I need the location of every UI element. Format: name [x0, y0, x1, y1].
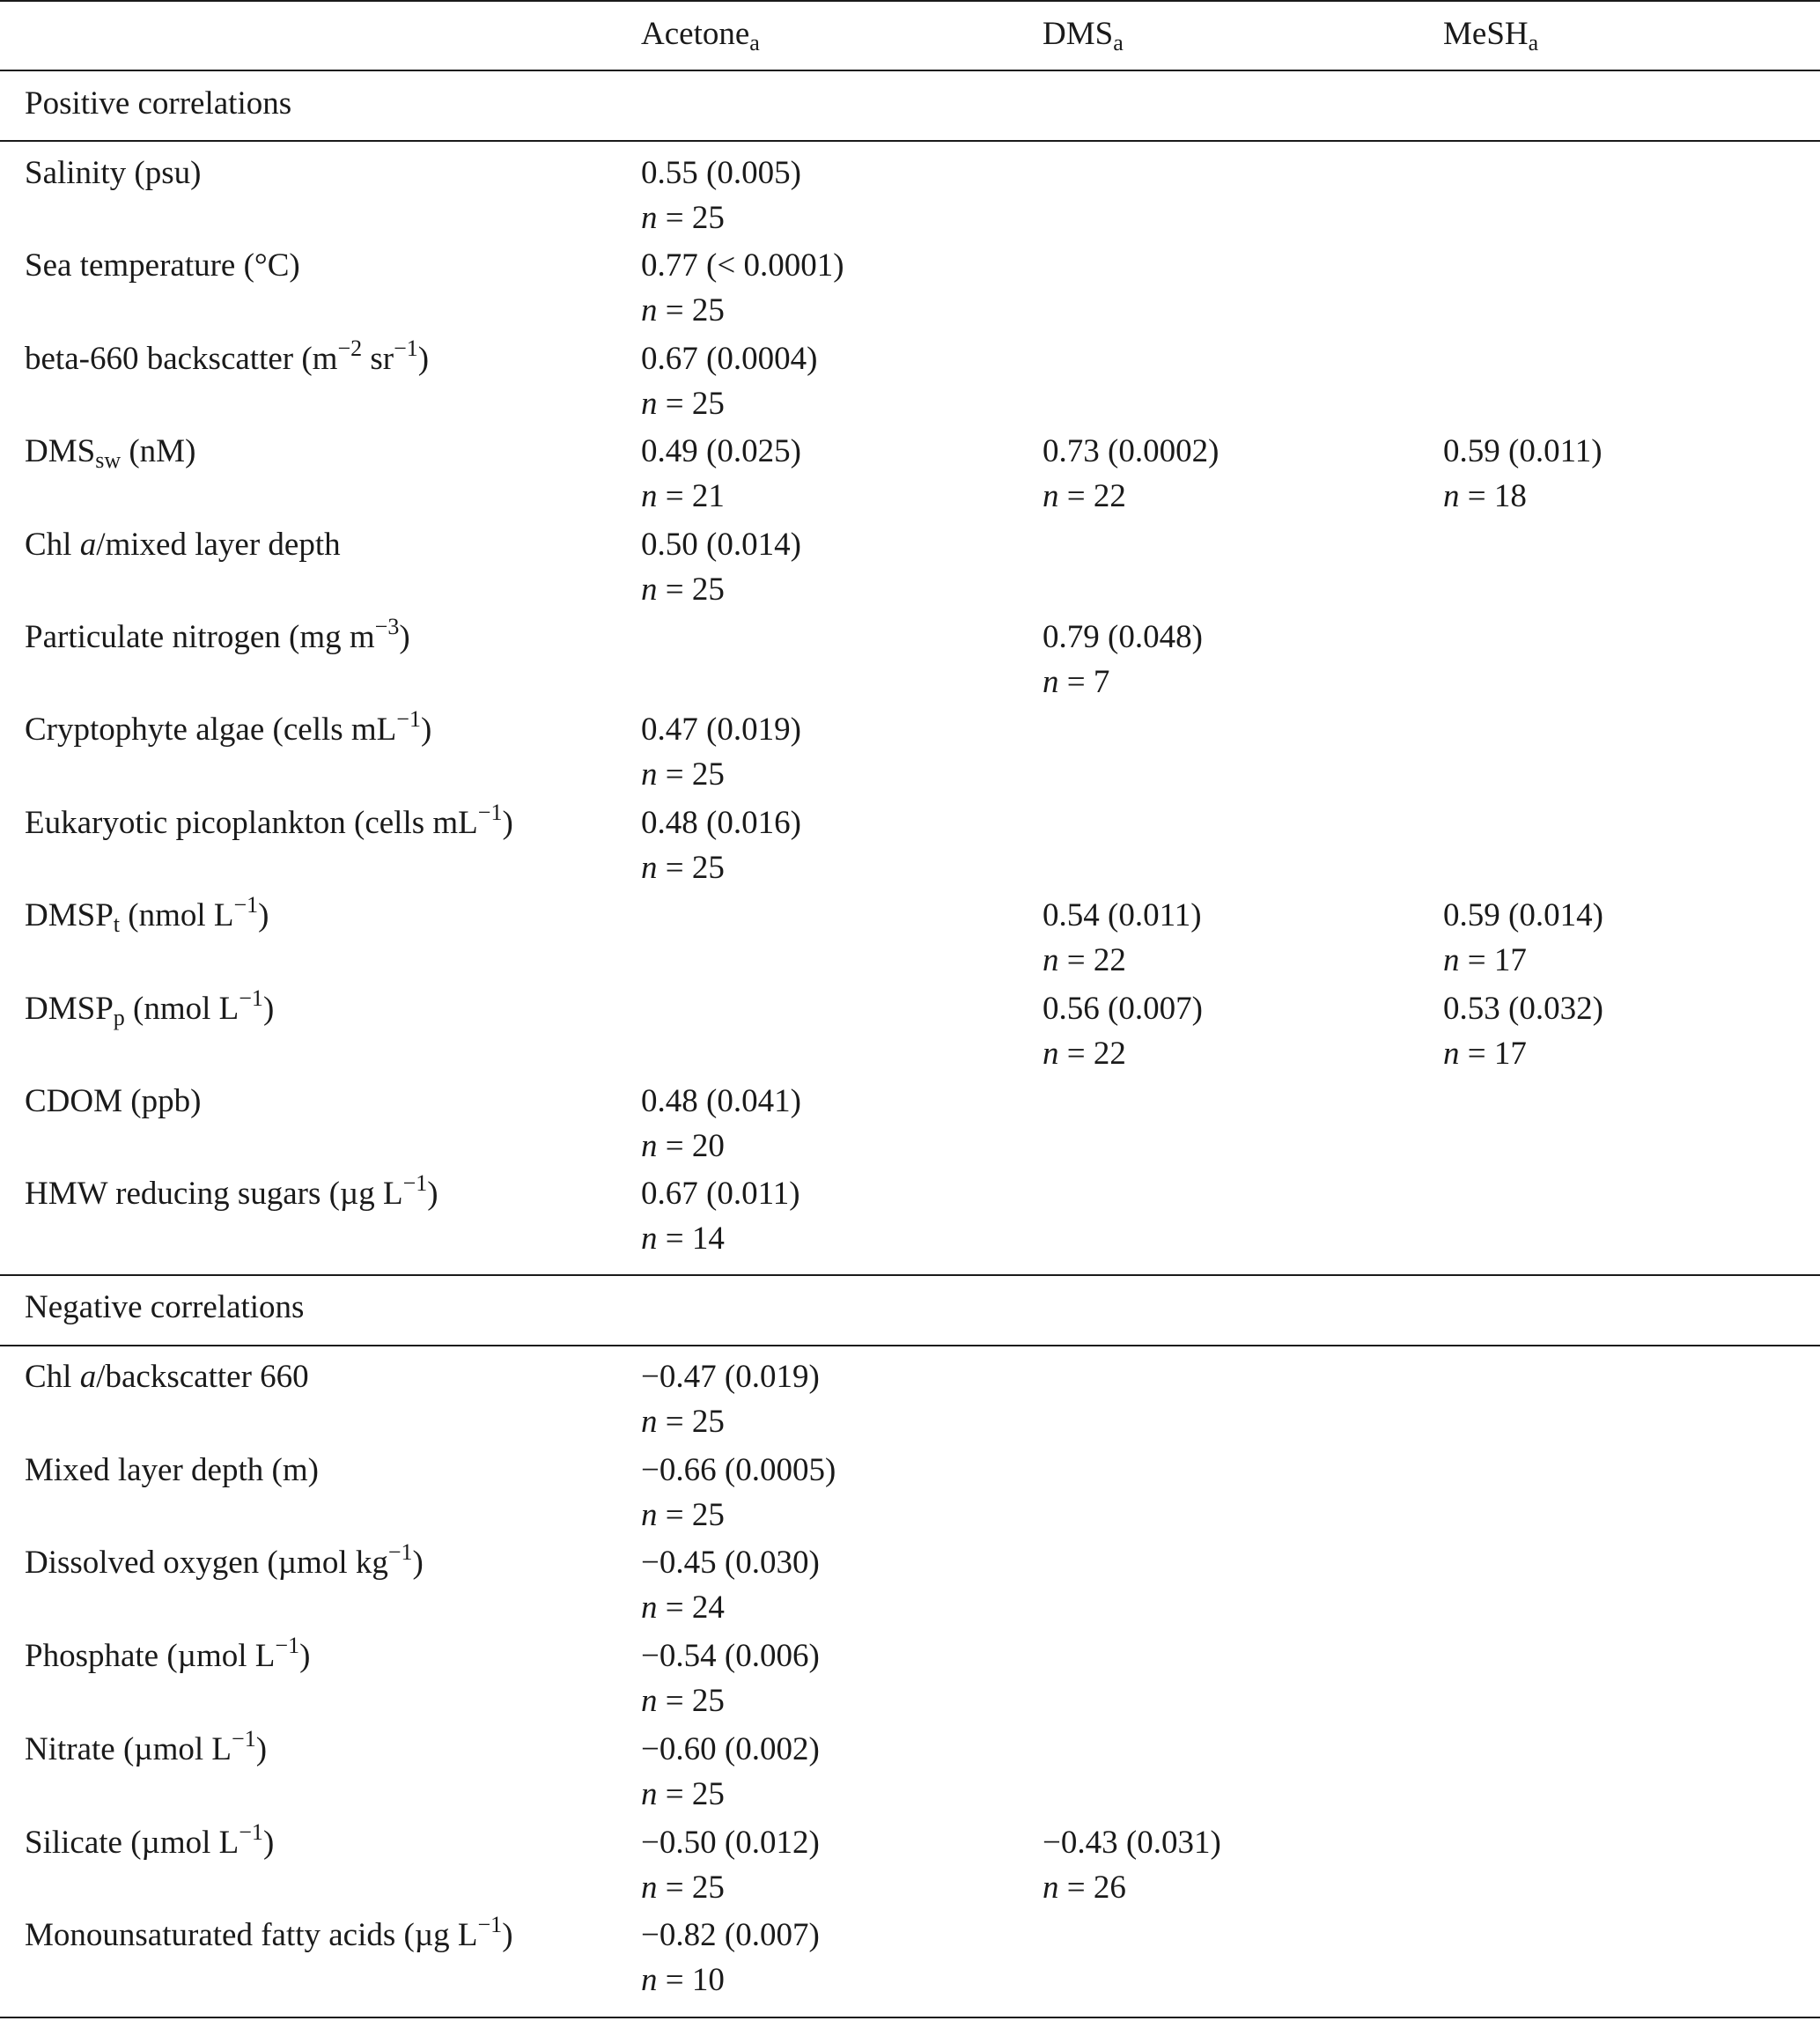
n-symbol: n	[641, 1775, 658, 1812]
variable-ital: a	[79, 526, 97, 563]
variable-pre: Chl	[25, 1359, 80, 1395]
n-equals: =	[657, 1775, 692, 1812]
variable-post: /backscatter 660	[96, 1359, 309, 1395]
variable-post: )	[502, 1917, 513, 1954]
variable-pre: Monounsaturated fatty acids (µg L	[25, 1917, 478, 1954]
n-value: 7	[1093, 664, 1110, 700]
variable-pre: Cryptophyte algae (cells mL	[25, 712, 397, 749]
n-equals: =	[657, 1869, 692, 1906]
sample-size-acetone	[641, 1127, 725, 1166]
negative-section-rule	[0, 1345, 1820, 1346]
n-value: 18	[1493, 478, 1527, 515]
row-variable-label	[25, 614, 410, 657]
row-variable-label	[25, 1633, 311, 1676]
variable-pre: Mixed layer depth (m)	[25, 1451, 319, 1488]
correlation-value-dms: 0.54 (0.011)	[1043, 897, 1202, 934]
sample-size-acetone	[641, 1775, 725, 1814]
n-equals: =	[657, 385, 692, 422]
n-equals: =	[657, 1590, 692, 1626]
n-equals: =	[1058, 1035, 1094, 1072]
sample-size-acetone	[641, 477, 725, 516]
n-value: 25	[691, 292, 725, 329]
variable-pre: Dissolved oxygen (µmol kg	[25, 1545, 388, 1582]
correlation-value-acetone: 0.50 (0.014)	[641, 526, 801, 563]
n-value: 14	[691, 1221, 725, 1258]
row-variable-label	[25, 1539, 424, 1582]
n-value: 17	[1493, 1035, 1527, 1072]
n-equals: =	[1459, 1035, 1494, 1072]
variable-sup1: −3	[374, 614, 400, 639]
n-symbol: n	[641, 756, 658, 793]
n-value: 22	[1093, 478, 1126, 515]
variable-mid: sr	[362, 340, 394, 377]
variable-post: )	[427, 1176, 438, 1213]
variable-post: )	[262, 1824, 275, 1861]
correlation-value-dms: 0.79 (0.048)	[1043, 619, 1203, 655]
n-symbol: n	[1443, 1035, 1460, 1072]
sample-size-acetone	[641, 1220, 725, 1258]
positive-end-rule	[0, 1274, 1820, 1276]
variable-pre: Particulate nitrogen (mg m	[25, 619, 375, 655]
n-equals: =	[657, 1404, 692, 1440]
variable-post: )	[299, 1638, 311, 1675]
n-value: 25	[691, 1683, 725, 1720]
n-equals: =	[657, 756, 692, 793]
variable-mid: (nmol L	[124, 990, 239, 1027]
n-equals: =	[657, 200, 692, 236]
n-value: 25	[691, 849, 725, 886]
correlation-value-acetone: −0.66 (0.0005)	[641, 1451, 836, 1488]
variable-mid: (nmol L	[120, 897, 234, 934]
sample-size-acetone	[641, 1403, 725, 1442]
n-symbol: n	[641, 200, 658, 236]
variable-sup1: −1	[233, 892, 259, 918]
n-equals: =	[657, 1962, 692, 1999]
n-symbol: n	[641, 1590, 658, 1626]
row-variable-label	[25, 799, 513, 843]
sample-size-mesh	[1443, 941, 1527, 980]
correlation-value-acetone: 0.48 (0.041)	[641, 1083, 801, 1119]
n-symbol: n	[1443, 478, 1460, 515]
sample-size-acetone	[641, 1682, 725, 1721]
n-symbol: n	[641, 849, 658, 886]
sample-size-acetone	[641, 1869, 725, 1907]
bottom-rule	[0, 2017, 1820, 2018]
n-symbol: n	[641, 571, 658, 608]
correlation-value-acetone: 0.47 (0.019)	[641, 712, 801, 749]
variable-sup1: −2	[337, 335, 363, 361]
variable-sup1: −1	[477, 1912, 503, 1938]
n-equals: =	[657, 1221, 692, 1258]
variable-pre: CDOM (ppb)	[25, 1083, 202, 1119]
section-label-positive: Positive correlations	[25, 85, 292, 122]
variable-pre: DMS	[25, 433, 96, 470]
sample-size-acetone	[641, 1496, 725, 1535]
sample-size-dms	[1043, 1869, 1126, 1907]
correlation-value-acetone: 0.77 (< 0.0001)	[641, 247, 844, 284]
n-symbol: n	[1043, 478, 1059, 515]
header-mesh: MeSH$_a$	[1443, 16, 1539, 55]
n-equals: =	[657, 478, 692, 515]
row-variable-label	[25, 154, 201, 193]
n-equals: =	[657, 849, 692, 886]
n-value: 24	[691, 1590, 725, 1626]
correlation-value-acetone: −0.50 (0.012)	[641, 1824, 820, 1861]
n-value: 25	[691, 1404, 725, 1440]
variable-sup1: −1	[275, 1633, 300, 1659]
sample-size-acetone	[641, 199, 725, 238]
variable-sup1: −1	[477, 799, 503, 825]
row-variable-label	[25, 1451, 319, 1490]
variable-pre: Salinity (psu)	[25, 155, 202, 191]
correlation-value-dms: −0.43 (0.031)	[1043, 1824, 1221, 1861]
n-equals: =	[657, 1128, 692, 1164]
n-equals: =	[1058, 478, 1094, 515]
correlation-value-acetone: 0.67 (0.0004)	[641, 340, 818, 377]
n-equals: =	[657, 1496, 692, 1533]
n-value: 20	[691, 1128, 725, 1164]
variable-sup2: −1	[394, 335, 418, 361]
row-variable-label	[25, 1082, 201, 1121]
n-symbol: n	[1443, 942, 1460, 979]
variable-sub: p	[113, 1004, 125, 1030]
row-variable-label	[25, 526, 341, 564]
variable-post: )	[255, 1730, 268, 1767]
header-rule	[0, 70, 1820, 71]
positive-section-rule	[0, 140, 1820, 142]
variable-sup1: −1	[387, 1539, 413, 1566]
sample-size-acetone	[641, 756, 725, 794]
n-symbol: n	[1043, 1869, 1059, 1906]
row-variable-label	[25, 247, 300, 285]
variable-sup1: −1	[232, 1725, 256, 1752]
variable-post: (nM)	[121, 433, 196, 470]
variable-post: )	[417, 340, 430, 377]
header-acetone: Acetone$_a$	[641, 16, 760, 55]
n-value: 25	[691, 1775, 725, 1812]
variable-post: )	[262, 990, 275, 1027]
variable-pre: DMSP	[25, 990, 114, 1027]
variable-sub: sw	[95, 447, 122, 474]
correlation-value-acetone: −0.82 (0.007)	[641, 1917, 820, 1954]
n-value: 25	[691, 756, 725, 793]
variable-post: )	[420, 712, 432, 749]
n-symbol: n	[641, 1496, 658, 1533]
n-symbol: n	[1043, 664, 1059, 700]
n-equals: =	[1459, 942, 1494, 979]
sample-size-dms	[1043, 1035, 1126, 1073]
correlation-value-acetone: −0.45 (0.030)	[641, 1545, 820, 1582]
n-equals: =	[657, 1683, 692, 1720]
n-value: 25	[691, 571, 725, 608]
n-value: 26	[1093, 1869, 1126, 1906]
correlation-value-acetone: −0.54 (0.006)	[641, 1638, 820, 1675]
sample-size-acetone	[641, 571, 725, 609]
n-value: 25	[691, 1869, 725, 1906]
n-equals: =	[1058, 942, 1094, 979]
n-value: 17	[1493, 942, 1527, 979]
top-rule	[0, 0, 1820, 2]
correlation-value-acetone: 0.55 (0.005)	[641, 155, 801, 191]
correlation-value-acetone: 0.67 (0.011)	[641, 1176, 800, 1213]
row-variable-label	[25, 1725, 268, 1769]
n-symbol: n	[641, 1128, 658, 1164]
n-symbol: n	[1043, 942, 1059, 979]
variable-post: /mixed layer depth	[96, 526, 341, 563]
sample-size-acetone	[641, 849, 725, 888]
n-equals: =	[657, 571, 692, 608]
section-label-negative: Negative correlations	[25, 1289, 305, 1325]
n-symbol: n	[641, 1962, 658, 1999]
row-variable-label	[25, 432, 196, 474]
n-value: 25	[691, 200, 725, 236]
variable-sup1: −1	[239, 985, 263, 1011]
n-value: 10	[691, 1962, 725, 1999]
variable-sup1: −1	[239, 1818, 263, 1845]
variable-pre: Eukaryotic picoplankton (cells mL	[25, 804, 478, 841]
n-equals: =	[1459, 478, 1494, 515]
sample-size-acetone	[641, 291, 725, 330]
sample-size-dms	[1043, 941, 1126, 980]
row-variable-label	[25, 985, 275, 1030]
n-equals: =	[1058, 664, 1094, 700]
variable-sup1: −1	[396, 706, 421, 733]
header-dms: $DMS_a$	[1043, 16, 1124, 55]
variable-post: )	[412, 1545, 424, 1582]
row-variable-label	[25, 1170, 438, 1213]
n-symbol: n	[641, 1869, 658, 1906]
sample-size-mesh	[1443, 477, 1527, 516]
variable-pre: HMW reducing sugars (µg L	[25, 1176, 403, 1213]
variable-pre: Sea temperature (°C)	[25, 247, 300, 284]
n-equals: =	[1058, 1869, 1094, 1906]
row-variable-label	[25, 892, 269, 938]
row-variable-label	[25, 1818, 275, 1862]
correlation-value-acetone: 0.48 (0.016)	[641, 804, 801, 841]
variable-pre: Silicate (µmol L	[25, 1824, 239, 1861]
sample-size-acetone	[641, 1961, 725, 2000]
correlation-value-acetone: 0.49 (0.025)	[641, 433, 801, 470]
sample-size-dms	[1043, 663, 1109, 702]
n-symbol: n	[641, 385, 658, 422]
n-value: 25	[691, 385, 725, 422]
correlation-value-acetone: −0.60 (0.002)	[641, 1730, 820, 1767]
n-symbol: n	[641, 1221, 658, 1258]
variable-pre: Phosphate (µmol L	[25, 1638, 276, 1675]
n-value: 21	[691, 478, 725, 515]
sample-size-dms	[1043, 477, 1126, 516]
n-symbol: n	[641, 478, 658, 515]
n-symbol: n	[641, 292, 658, 329]
correlation-value-mesh: 0.53 (0.032)	[1443, 990, 1603, 1027]
correlation-value-mesh: 0.59 (0.011)	[1443, 433, 1603, 470]
sample-size-acetone	[641, 1589, 725, 1627]
sample-size-mesh	[1443, 1035, 1527, 1073]
n-value: 22	[1093, 942, 1126, 979]
n-symbol: n	[1043, 1035, 1059, 1072]
correlation-value-acetone: −0.47 (0.019)	[641, 1359, 820, 1395]
correlation-value-dms: 0.56 (0.007)	[1043, 990, 1203, 1027]
n-value: 25	[691, 1496, 725, 1533]
row-variable-label	[25, 335, 430, 379]
variable-pre: beta-660 backscatter (m	[25, 340, 338, 377]
row-variable-label	[25, 1912, 513, 1955]
correlation-value-mesh: 0.59 (0.014)	[1443, 897, 1603, 934]
variable-sub: t	[113, 911, 121, 938]
correlation-value-dms: 0.73 (0.0002)	[1043, 433, 1219, 470]
row-variable-label	[25, 1358, 309, 1397]
variable-pre: Nitrate (µmol L	[25, 1730, 232, 1767]
n-equals: =	[657, 292, 692, 329]
n-value: 22	[1093, 1035, 1126, 1072]
row-variable-label	[25, 706, 432, 749]
variable-ital: a	[79, 1359, 97, 1395]
variable-pre: DMSP	[25, 897, 114, 934]
variable-post: )	[502, 804, 513, 841]
n-symbol: n	[641, 1683, 658, 1720]
sample-size-acetone	[641, 385, 725, 424]
variable-post: )	[258, 897, 269, 934]
n-symbol: n	[641, 1404, 658, 1440]
variable-sup1: −1	[402, 1170, 428, 1197]
variable-post: )	[399, 619, 410, 655]
variable-pre: Chl	[25, 526, 80, 563]
